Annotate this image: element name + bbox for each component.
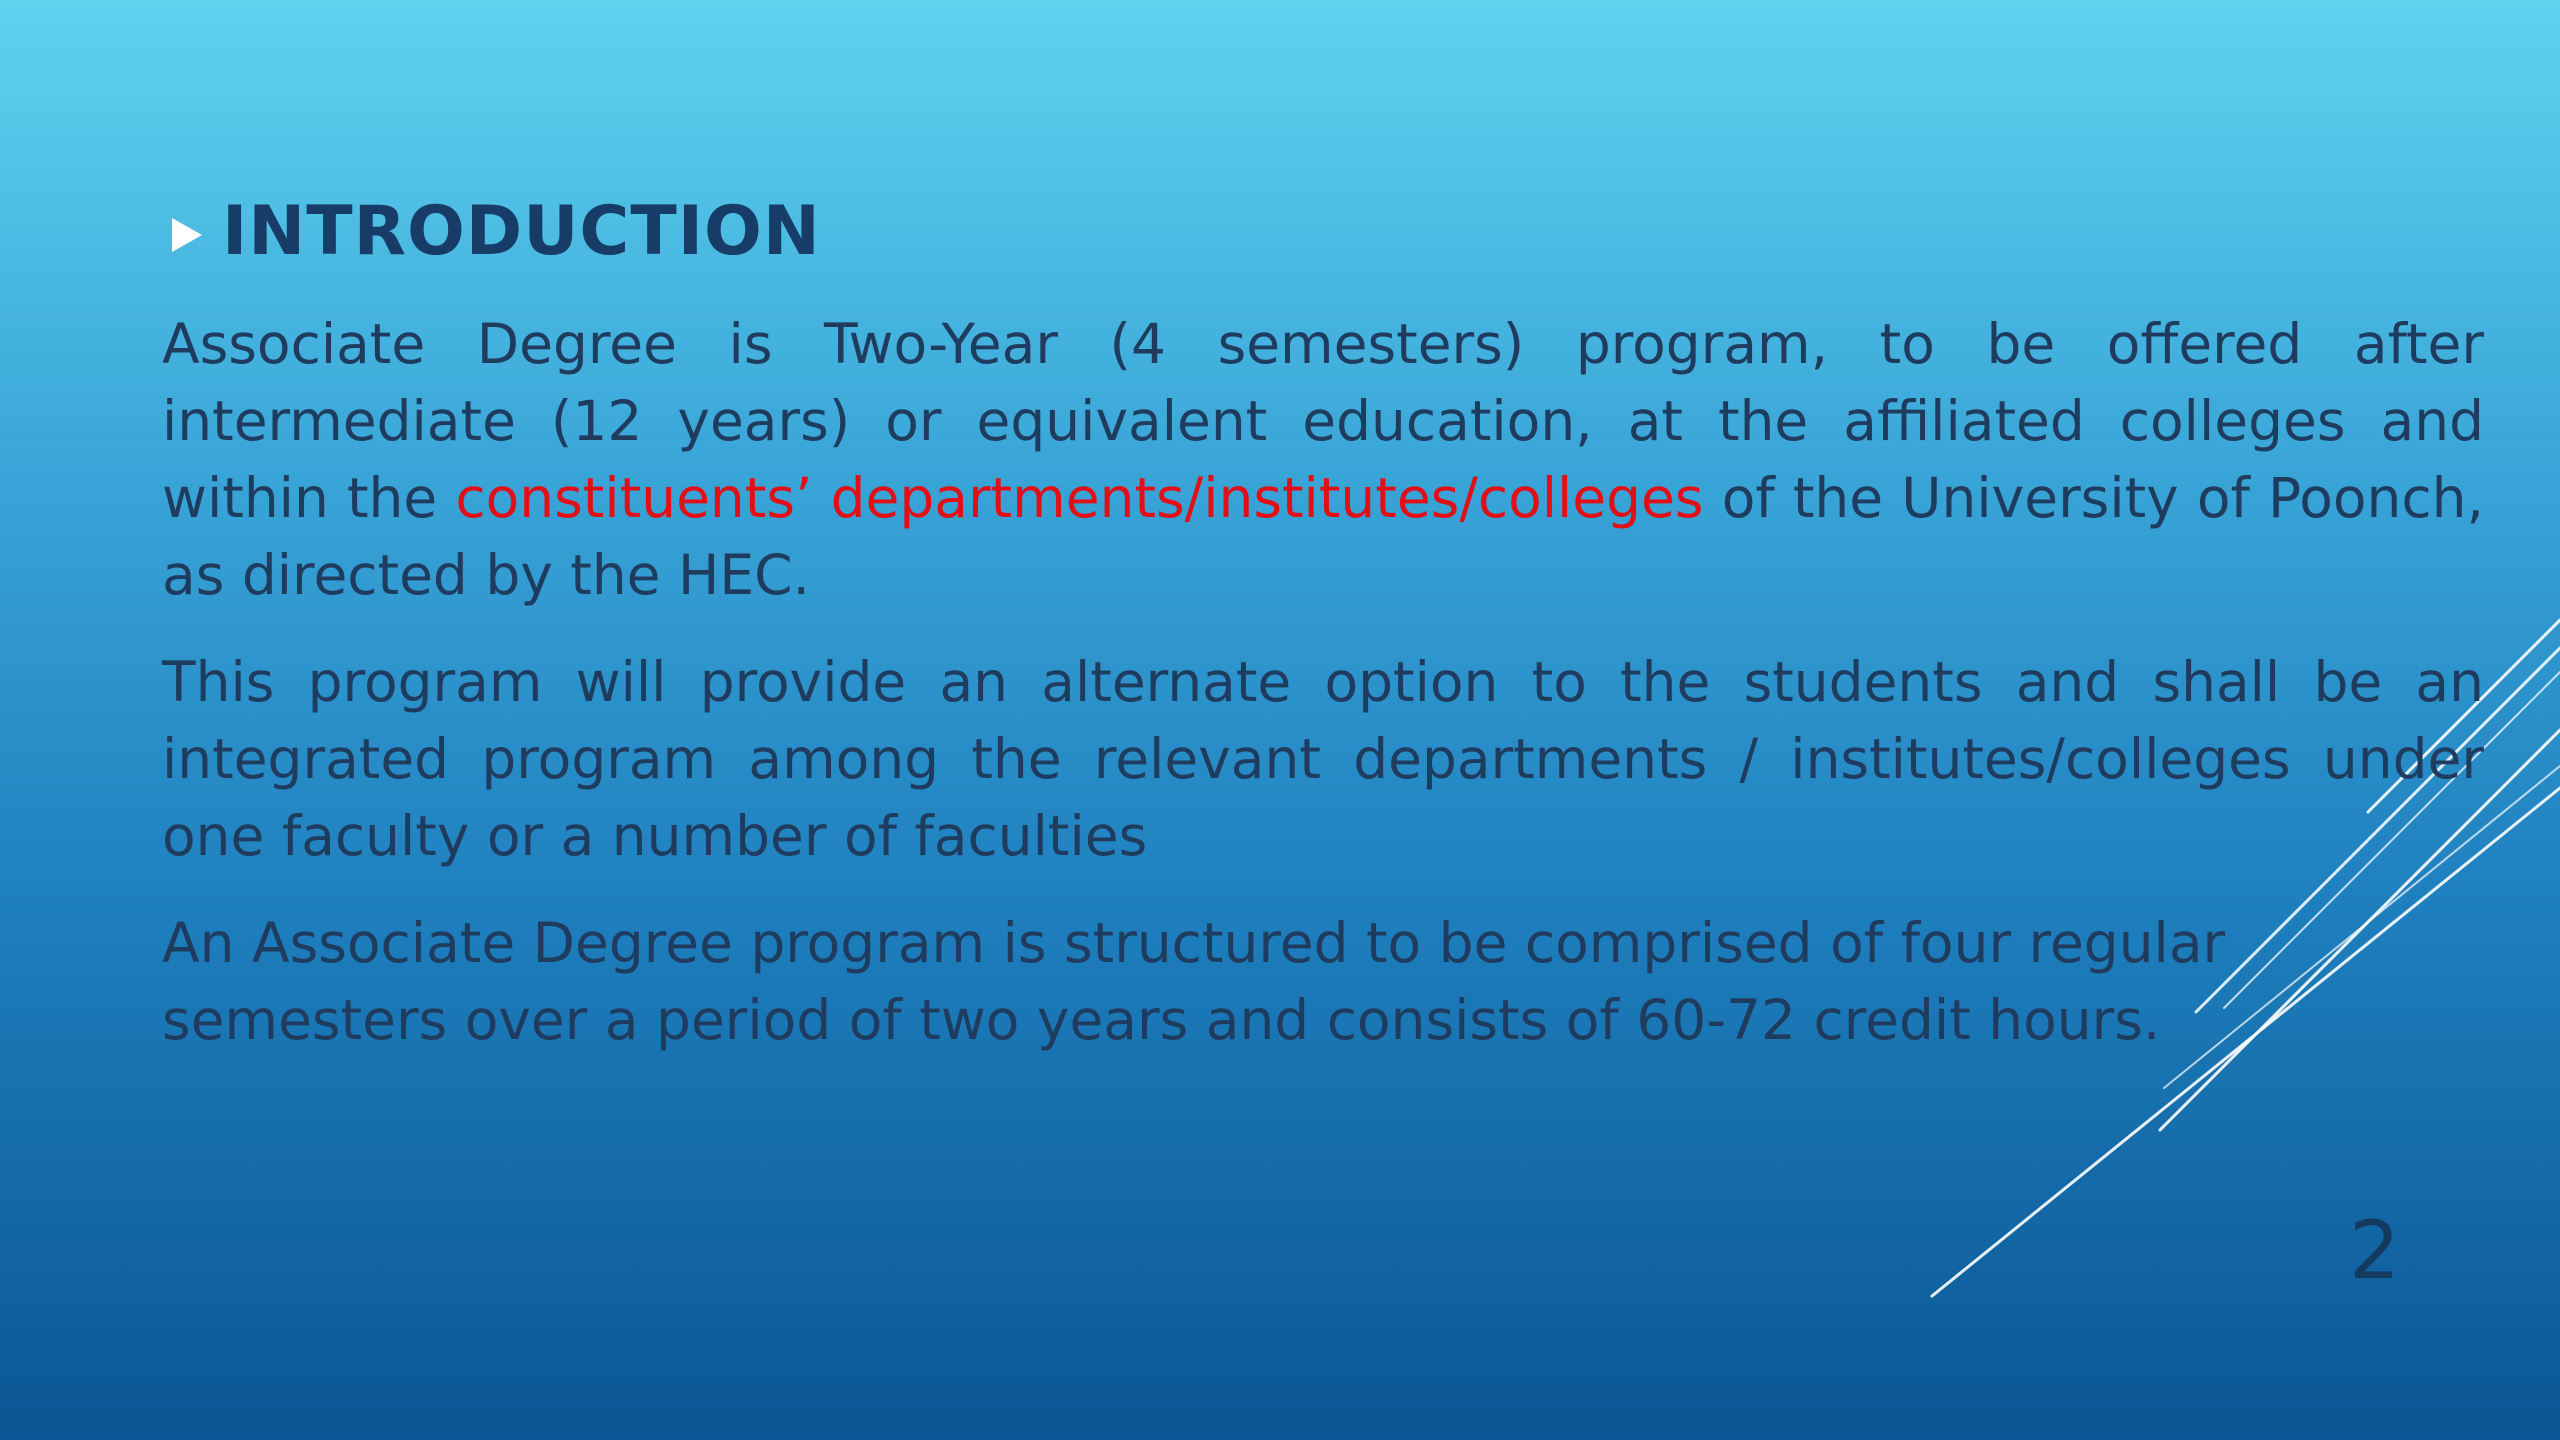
- paragraph-associate-degree: [162, 306, 2484, 614]
- paragraph-1-text-end: of the University of Poonch, as directed by the HEC.: [162, 466, 2484, 607]
- paragraph-program-structure: An Associate Degree program is structured to be comprised of four regular semesters over a period of two years and consists of 60-72 credit hours.: [162, 911, 2226, 1052]
- page-number: 2: [2349, 1204, 2400, 1297]
- paragraph-program-option: This program will provide an alternate option to the students and shall be an integrated program among the relevant departments / institutes/colleges under one faculty or a number of faculties: [162, 650, 2484, 868]
- highlighted-text: constituents’ departments/institutes/colleges: [455, 466, 1704, 530]
- slide-body: [162, 306, 2484, 1089]
- paragraph-1-text-start: Associate Degree is Two-Year (4 semesters) program, to be offered after intermediate (12 years) or equivalent education, at the affiliated colleges and within the: [162, 312, 2484, 530]
- slide-heading: [172, 192, 821, 271]
- heading-title: INTRODUCTION: [222, 192, 821, 271]
- triangle-right-icon: [172, 218, 202, 252]
